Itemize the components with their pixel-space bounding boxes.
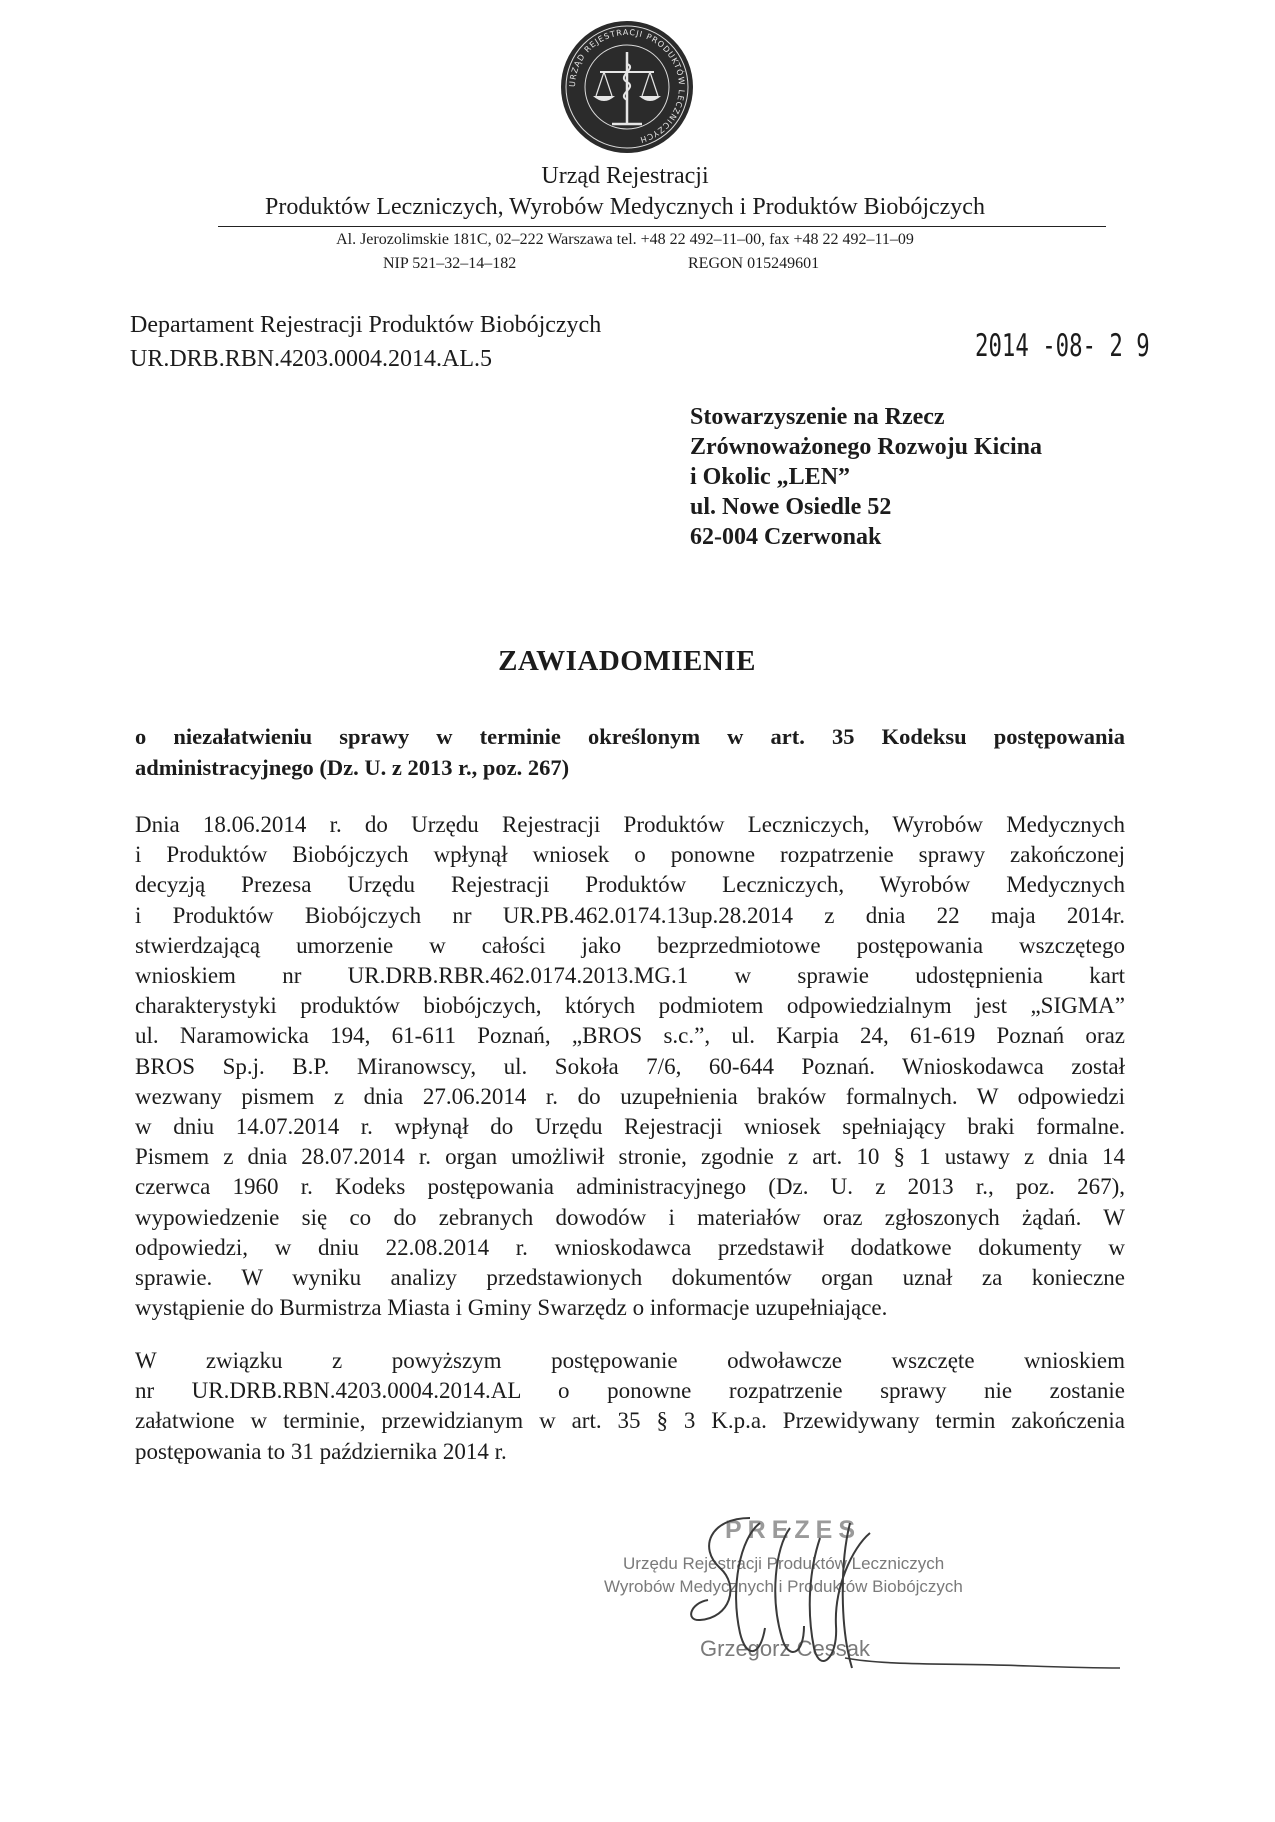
recipient-line: ul. Nowe Osiedle 52 (690, 494, 892, 520)
body-line: Dnia 18.06.2014 r. do Urzędu Rejestracji Produktów Leczniczych, Wyrobów Medycznych (135, 812, 1125, 837)
stamp-title: PREZES (725, 1516, 862, 1544)
body-line: wnioskiem nr UR.DRB.RBR.462.0174.2013.MG.1 w sprawie udostępnienia kart (135, 963, 1125, 989)
stamp-line: Urzędu Rejestracji Produktów Leczniczych (623, 1554, 945, 1573)
body-line: w dniu 14.07.2014 r. wpłynął do Urzędu Rejestracji wniosek spełniający braki formalne. (135, 1114, 1125, 1140)
handwritten-signature (590, 1508, 1130, 1678)
stamp-name: Grzegorz Cessak (700, 1636, 870, 1661)
closing-line: postępowania to 31 października 2014 r. (135, 1438, 507, 1464)
body-line: wezwany pismem z dnia 27.06.2014 r. do uzupełnienia braków formalnych. W odpowiedzi (135, 1083, 1125, 1109)
signature-block (590, 1508, 1130, 1678)
subject-line: o niezałatwieniu sprawy w terminie określonym w art. 35 Kodeksu postępowania (135, 724, 1125, 749)
closing-paragraph (135, 1346, 1125, 1467)
body-line: odpowiedzi, w dniu 22.08.2014 r. wnioskodawca przedstawił dodatkowe dokumenty w (135, 1234, 1125, 1260)
document-subject (135, 721, 1125, 783)
body-paragraph (135, 810, 1125, 1323)
office-nip: NIP 521–32–14–182 (383, 255, 517, 272)
recipient-line: Stowarzyszenie na Rzecz (690, 404, 945, 430)
body-line: i Produktów Biobójczych wpłynął wniosek o ponowne rozpatrzenie sprawy zakończonej (135, 842, 1125, 868)
body-line: sprawie. W wyniku analizy przedstawionych dokumentów organ uznał za konieczne (135, 1265, 1125, 1291)
seal-text: URZĄD REJESTRACJI PRODUKTÓW LECZNICZYCH (567, 27, 687, 145)
body-line: charakterystyki produktów biobójczych, których podmiotem odpowiedzialnym jest „SIGMA” (135, 993, 1125, 1019)
office-address: Al. Jerozolimskie 181C, 02–222 Warszawa tel. +48 22 492–11–00, fax +48 22 492–11–09 (336, 231, 914, 248)
document-title: ZAWIADOMIENIE (498, 645, 756, 677)
body-line: wypowiedzenie się co do zebranych dowodów i materiałów oraz zgłoszonych żądań. W (135, 1204, 1125, 1230)
body-line: i Produktów Biobójczych nr UR.PB.462.0174.13up.28.2014 z dnia 22 maja 2014r. (135, 902, 1125, 928)
recipient-line: 62-004 Czerwonak (690, 524, 882, 550)
department-name: Departament Rejestracji Produktów Biobójczych (130, 312, 602, 338)
body-line: decyzją Prezesa Urzędu Rejestracji Produktów Leczniczych, Wyrobów Medycznych (135, 872, 1125, 898)
stamp-line: Wyrobów Medycznych i Produktów Biobójczych (604, 1577, 963, 1596)
body-line: czerwca 1960 r. Kodeks postępowania administracyjnego (Dz. U. z 2013 r., poz. 267), (135, 1174, 1125, 1200)
recipient-line: Zrównoważonego Rozwoju Kicina (690, 434, 1042, 460)
body-line: Pismem z dnia 28.07.2014 r. organ umożliwił stronie, zgodnie z art. 10 § 1 ustawy z dnia 14 (135, 1144, 1125, 1170)
closing-line: nr UR.DRB.RBN.4203.0004.2014.AL o ponowne rozpatrzenie sprawy nie zostanie (135, 1378, 1125, 1404)
recipient-address (690, 402, 1042, 552)
recipient-line: i Okolic „LEN” (690, 464, 851, 490)
case-reference: UR.DRB.RBN.4203.0004.2014.AL.5 (130, 346, 493, 372)
office-regon: REGON 015249601 (688, 255, 820, 272)
body-line: ul. Naramowicka 194, 61-611 Poznań, „BROS s.c.”, ul. Karpia 24, 61-619 Poznań oraz (135, 1023, 1125, 1049)
seal-emblem-icon (560, 20, 694, 154)
body-line: wystąpienie do Burmistrza Miasta i Gminy Swarzędz o informacje uzupełniające. (135, 1295, 888, 1321)
office-full-name: Produktów Leczniczych, Wyrobów Medycznych i Produktów Biobójczych (265, 194, 985, 220)
body-line: BROS Sp.j. B.P. Miranowscy, ul. Sokoła 7/6, 60-644 Poznań. Wnioskodawca został (135, 1053, 1125, 1079)
body-line: stwierdzającą umorzenie w całości jako bezprzedmiotowe postępowania wszczętego (135, 932, 1125, 958)
header-divider (218, 226, 1106, 227)
subject-line: administracyjnego (Dz. U. z 2013 r., poz. 267) (135, 755, 570, 780)
closing-line: załatwione w terminie, przewidzianym w art. 35 § 3 K.p.a. Przewidywany termin zakończenia (135, 1408, 1125, 1434)
closing-line: W związku z powyższym postępowanie odwoławcze wszczęte wnioskiem (135, 1348, 1125, 1373)
date-stamp: 2014 -08- 2 9 (975, 328, 1150, 364)
office-name: Urząd Rejestracji (541, 163, 709, 189)
